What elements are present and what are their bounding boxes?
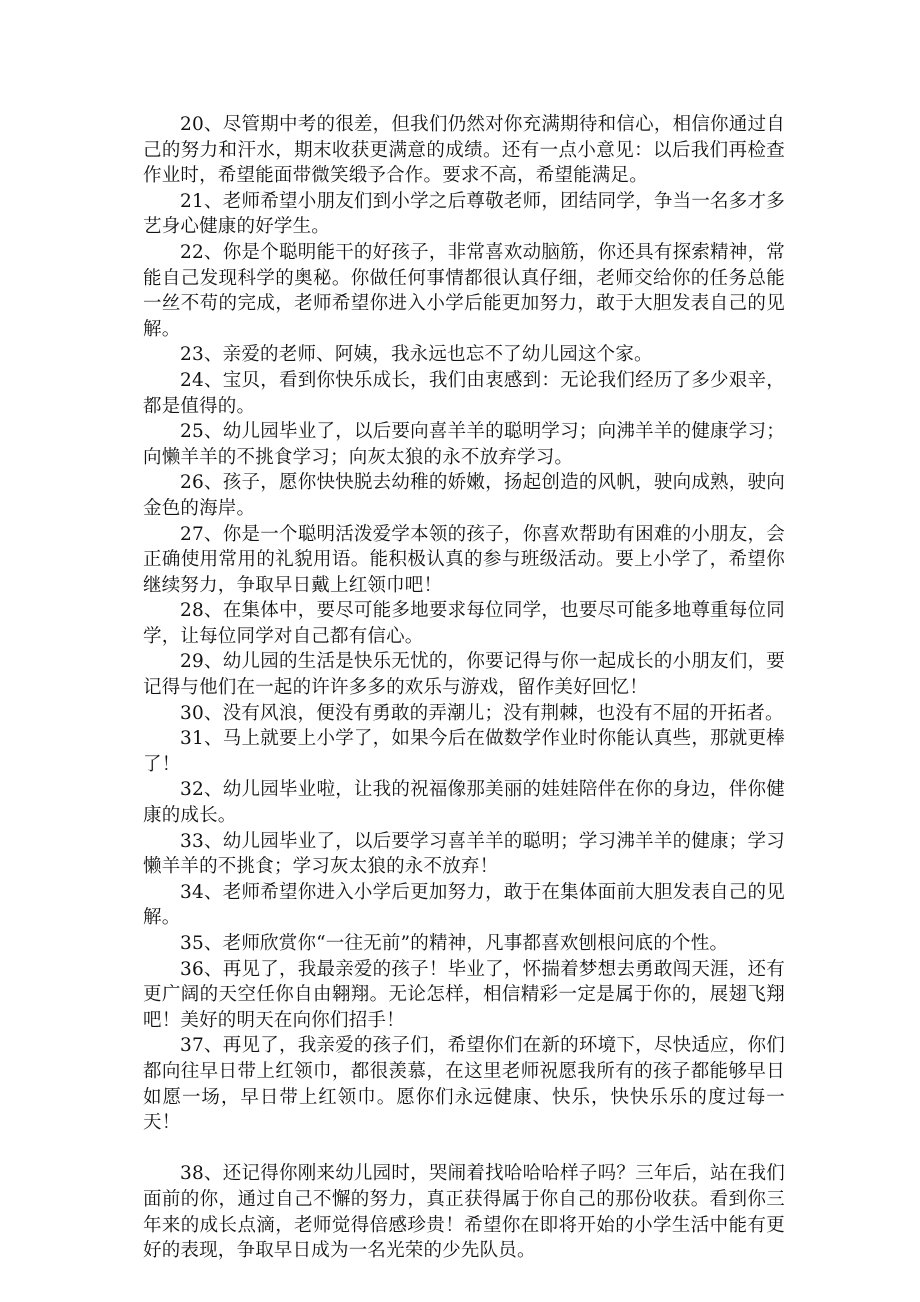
paragraph-24: 24、宝贝，看到你快乐成长，我们由衷感到：无论我们经历了多少艰辛，都是值得的。	[143, 369, 785, 417]
blank-line	[143, 1136, 785, 1162]
paragraph-28: 28、在集体中，要尽可能多地要求每位同学，也要尽可能多地尊重每位同学，让每位同学对自己都有信心。	[143, 600, 785, 647]
paragraph-36: 36、再见了，我最亲爱的孩子！毕业了，怀揣着梦想去勇敢闯天涯，还有更广阔的天空任你自由翱翔。无论怎样，相信精彩一定是属于你的，展翅飞翔吧！美好的明天在向你们招手！	[143, 958, 785, 1031]
paragraph-33: 33、幼儿园毕业了，以后要学习喜羊羊的聪明；学习沸羊羊的健康；学习懒羊羊的不挑食；学习灰太狼的永不放弃！	[143, 830, 785, 878]
paragraph-34: 34、老师希望你进入小学后更加努力，敢于在集体面前大胆发表自己的见解。	[143, 881, 785, 929]
paragraph-22: 22、你是个聪明能干的好孩子，非常喜欢动脑筋，你还具有探索精神，常能自己发现科学的奥秘。你做任何事情都很认真仔细，老师交给你的任务总能一丝不苟的完成，老师希望你进入小学后能更加努力，敢于大胆发表自己的见解。	[143, 241, 785, 340]
paragraph-21: 21、老师希望小朋友们到小学之后尊敬老师，团结同学，争当一名多才多艺身心健康的好学生。	[143, 190, 785, 238]
paragraph-31: 31、马上就要上小学了，如果今后在做数学作业时你能认真些，那就更棒了！	[143, 728, 785, 775]
paragraph-26: 26、孩子，愿你快快脱去幼稚的娇嫩，扬起创造的风帆，驶向成熟，驶向金色的海岸。	[143, 472, 785, 519]
paragraph-35: 35、老师欣赏你“一往无前”的精神，凡事都喜欢刨根问底的个性。	[180, 933, 729, 954]
paragraph-23: 23、亲爱的老师、阿姨，我永远也忘不了幼儿园这个家。	[180, 344, 653, 366]
paragraph-25: 25、幼儿园毕业了，以后要向喜羊羊的聪明学习；向沸羊羊的健康学习；向懒羊羊的不挑食学习；向灰太狼的永不放弃学习。	[143, 421, 785, 468]
paragraph-38: 38、还记得你刚来幼儿园时，哭闹着找哈哈哈样子吗？三年后，站在我们面前的你，通过自己不懈的努力，真正获得属于你自己的那份收获。看到你三年来的成长点滴，老师觉得倍感珍贵！希望你在即将开始的小学生活中能有更好的表现，争取早日成为一名光荣的少先队员。	[143, 1163, 785, 1262]
paragraph-30: 30、没有风浪，便没有勇敢的弄潮儿；没有荆棘，也没有不屈的开拓者。	[180, 702, 784, 724]
paragraph-29: 29、幼儿园的生活是快乐无忧的，你要记得与你一起成长的小朋友们，要记得与他们在一起的许许多多的欢乐与游戏，留作美好回忆！	[143, 651, 785, 699]
paragraph-37: 37、再见了，我亲爱的孩子们，希望你们在新的环境下，尽快适应，你们都向往早日带上红领巾，都很羡慕，在这里老师祝愿我所有的孩子都能够早日如愿一场，早日带上红领巾。愿你们永远健康、快乐，快快乐乐的度过每一天！	[143, 1035, 785, 1134]
paragraph-32: 32、幼儿园毕业啦，让我的祝福像那美丽的娃娃陪伴在你的身边，伴你健康的成长。	[143, 779, 785, 827]
paragraph-20: 20、尽管期中考的很差，但我们仍然对你充满期待和信心，相信你通过自己的努力和汗水，期末收获更满意的成绩。还有一点小意见：以后我们再检查作业时，希望能面带微笑缎予合作。要求不高，希望能满足。	[143, 114, 785, 187]
document-page	[143, 112, 785, 1264]
paragraph-27: 27、你是一个聪明活泼爱学本领的孩子，你喜欢帮助有困难的小朋友，会正确使用常用的礼貌用语。能积极认真的参与班级活动。要上小学了，希望你继续努力，争取早日戴上红领巾吧！	[143, 523, 785, 596]
